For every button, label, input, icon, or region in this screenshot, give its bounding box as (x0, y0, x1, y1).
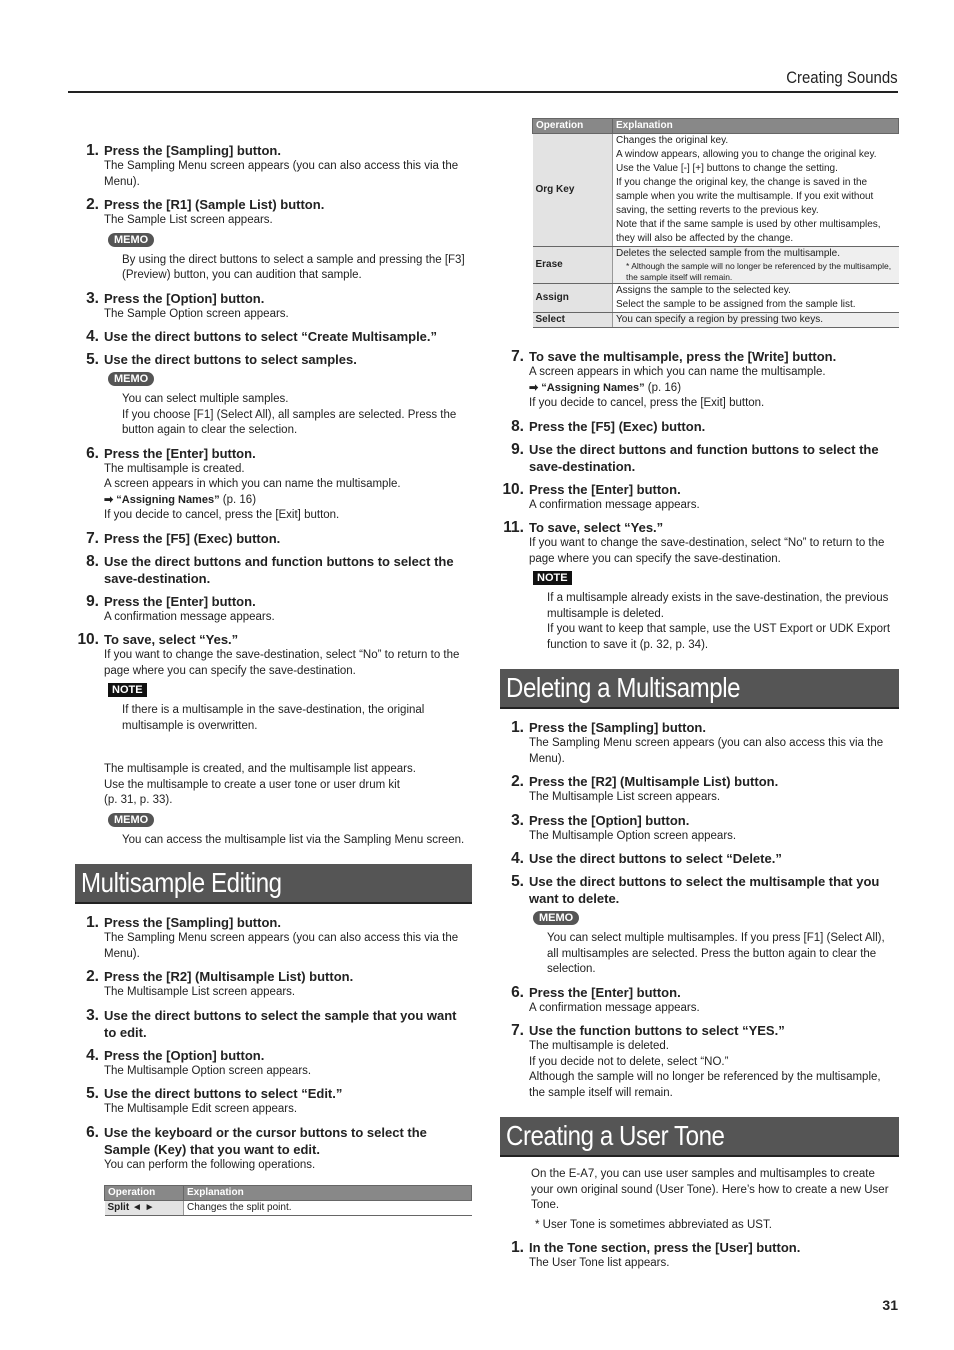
table-cell (613, 134, 899, 247)
table-cell: Erase (533, 247, 613, 284)
step-number: 7. (511, 1022, 524, 1039)
step-desc: If you decide not to delete, select “NO.” (529, 1055, 729, 1068)
table-header: Explanation (184, 1186, 472, 1201)
step-number: 7. (511, 348, 524, 365)
section-heading (500, 1117, 899, 1157)
table-cell (613, 247, 899, 284)
step-number: 9. (86, 592, 99, 610)
step-number: 5. (511, 873, 524, 890)
step-title: Press the [Option] button. (104, 290, 265, 306)
note-line: If a multisample already exists in the save-destination, the previous multisample is deleted. (547, 592, 889, 620)
cell-line: Select the sample to be assigned from the sample list. (616, 299, 856, 310)
table-cell: Split ◄ ► (105, 1201, 184, 1216)
step-number: 10. (77, 631, 99, 648)
right-column (500, 118, 899, 1272)
step-number: 6. (511, 983, 524, 1001)
step-title: Press the [F5] (Exec) button. (104, 530, 281, 546)
table-row (533, 313, 899, 328)
step-desc: The Sampling Menu screen appears (you can also access this via the Menu). (104, 932, 459, 960)
memo-text: You can select multiple multisamples. If you press [F1] (Select All), all multisamples are selected. Press the button again to clear the selection. (547, 932, 885, 975)
step-number: 2. (511, 773, 524, 790)
step-title: Use the direct buttons to select samples. (104, 352, 357, 367)
section-heading (75, 864, 472, 904)
header-title: Creating Sounds (786, 68, 898, 87)
memo-badge: MEMO (108, 233, 154, 247)
reference-link: ➡ “Assigning Names” (104, 493, 220, 506)
cell-line: Note that if the same sample is used by other multisamples, they will also be affected by the change. (616, 219, 881, 244)
step-number: 8. (86, 552, 99, 570)
step-desc: You can perform the following operations. (104, 1158, 316, 1171)
step-desc: The Multisample Option screen appears. (104, 1064, 312, 1077)
step-title: Press the [F5] (Exec) button. (529, 418, 706, 434)
operation-table (104, 1185, 472, 1216)
memo-badge: MEMO (108, 813, 154, 827)
step (500, 850, 899, 867)
step-title: Use the direct buttons to select the sample that you want to edit. (104, 1007, 457, 1040)
step-title: Press the [Option] button. (104, 1047, 265, 1063)
cell-line: Deletes the selected sample from the multisample. (616, 248, 840, 259)
page-number: 31 (882, 1297, 898, 1313)
cell-line: Use the Value [-] [+] buttons to change the setting. (616, 163, 838, 174)
step-desc: A confirmation message appears. (104, 610, 275, 623)
memo-line: You can select multiple samples. (122, 393, 289, 405)
step-title: Use the keyboard or the cursor buttons to select the Sample (Key) that you want to edit. (104, 1124, 427, 1157)
step (500, 812, 899, 845)
page-header (68, 68, 898, 93)
note-text (500, 591, 899, 653)
step (75, 1085, 472, 1118)
step (75, 142, 472, 190)
step-title: To save, select “Yes.” (104, 632, 239, 647)
step-desc: A screen appears in which you can name the multisample. (529, 366, 826, 378)
step (75, 196, 472, 229)
step-desc: If you want to change the save-destination, select “No” to return to the page where you can specify the save-destination. (529, 537, 885, 565)
step-title: Use the direct buttons to select “Create Multisample.” (104, 329, 438, 344)
step (500, 773, 899, 806)
step-desc: The Multisample List screen appears. (529, 791, 721, 803)
paragraph-line: (p. 31, p. 33). (104, 794, 173, 806)
step-number: 1. (511, 719, 524, 736)
cell-subnote: * Although the sample will no longer be referenced by the multisample, the sample itself will remain. (626, 261, 892, 282)
step-title: Use the direct buttons and function buttons to select the save-destination. (104, 553, 454, 586)
memo-badge: MEMO (533, 911, 579, 925)
step-title: Press the [Sampling] button. (529, 720, 706, 735)
table-cell (613, 284, 899, 313)
table-header: Operation (533, 119, 613, 134)
intro-note: * User Tone is sometimes abbreviated as UST. (535, 1218, 772, 1231)
step-desc: The multisample is created. (104, 462, 245, 475)
step-number: 7. (86, 529, 99, 547)
step-desc: The Multisample List screen appears. (104, 986, 296, 998)
step-number: 1. (86, 914, 99, 931)
step-title: Use the function buttons to select “YES.” (529, 1023, 785, 1038)
step-title: Press the [Option] button. (529, 812, 690, 828)
cell-line: If you change the original key, the change is saved in the sample when you write the multisample. If you exit without saving, the setting reverts to the previous key. (616, 177, 874, 216)
step-desc: The Sampling Menu screen appears (you can also access this via the Menu). (104, 160, 459, 188)
step-title: Use the direct buttons to select “Edit.” (104, 1086, 343, 1101)
table-header: Operation (105, 1186, 184, 1201)
table-cell: Changes the split point. (184, 1201, 472, 1216)
step (75, 1124, 472, 1174)
step-title: To save the multisample, press the [Write] button. (529, 349, 837, 364)
closing-paragraph (75, 762, 472, 809)
table-cell: Assign (533, 284, 613, 313)
section-title: Deleting a Multisample (506, 672, 741, 703)
note-badge: NOTE (533, 571, 572, 585)
step-number: 1. (86, 142, 99, 159)
step-title: Press the [Enter] button. (104, 593, 256, 609)
step (500, 348, 899, 412)
cell-line: Assigns the sample to the selected key. (616, 285, 791, 296)
step-desc: If you decide to cancel, press the [Exit] button. (104, 509, 340, 521)
step-desc: The Multisample Edit screen appears. (104, 1103, 298, 1115)
step-title: Press the [Sampling] button. (104, 915, 281, 930)
step (500, 984, 899, 1017)
table-row (533, 284, 899, 313)
split-table-wrapper (75, 1185, 472, 1216)
step-number: 11. (503, 519, 524, 536)
step-desc: A screen appears in which you can name the multisample. (104, 478, 401, 490)
step (75, 290, 472, 323)
step (500, 1022, 899, 1101)
step-desc: The Multisample Option screen appears. (529, 829, 737, 842)
step (75, 593, 472, 626)
step-number: 2. (86, 968, 99, 985)
step (75, 968, 472, 1001)
step (75, 631, 472, 679)
cell-line: Changes the original key. (616, 135, 729, 146)
operation-table (532, 118, 899, 328)
step-desc: A confirmation message appears. (529, 1001, 700, 1014)
table-row (105, 1201, 472, 1216)
section-heading (500, 669, 899, 709)
step (500, 418, 899, 435)
step (500, 481, 899, 514)
step (500, 719, 899, 767)
operation-table-wrapper (500, 118, 899, 328)
memo-text (75, 392, 472, 439)
memo-line: If you choose [F1] (Select All), all samples are selected. Press the button again to clear the selection. (122, 408, 457, 436)
step-desc: The multisample is deleted. (529, 1040, 669, 1052)
reference-page: (p. 16) (647, 381, 682, 394)
paragraph-line: Use the multisample to create a user tone or user drum kit (104, 778, 400, 791)
step (75, 1007, 472, 1041)
step-number: 5. (86, 1085, 99, 1102)
step-title: Press the [Enter] button. (529, 984, 681, 1000)
step-title: Press the [Enter] button. (104, 445, 256, 461)
step-number: 9. (511, 440, 524, 458)
step-desc: The Sampling Menu screen appears (you can also access this via the Menu). (529, 737, 884, 765)
cell-line: A window appears, allowing you to change the original key. (616, 149, 877, 160)
table-cell: Org Key (533, 134, 613, 247)
step-number: 10. (502, 480, 524, 498)
step-desc: If you decide to cancel, press the [Exit] button. (529, 397, 765, 409)
step-number: 6. (86, 1123, 99, 1141)
note-line: If you want to keep that sample, use the UST Export or UDK Export function to save it (p. 32, p. 34). (547, 623, 891, 651)
step-title: Press the [R2] (Multisample List) button. (104, 969, 354, 984)
left-column (75, 136, 472, 1216)
step (500, 441, 899, 475)
note-badge: NOTE (108, 683, 147, 697)
step-number: 3. (86, 1006, 99, 1024)
step-number: 2. (86, 196, 99, 213)
step-title: Use the direct buttons to select “Delete.” (529, 851, 782, 866)
reference-link: ➡ “Assigning Names” (529, 381, 645, 394)
paragraph-line: The multisample is created, and the multisample list appears. (104, 763, 416, 775)
step (500, 873, 899, 907)
step-number: 1. (511, 1239, 524, 1256)
step-desc: The Sample List screen appears. (104, 214, 273, 226)
step-title: In the Tone section, press the [User] button. (529, 1240, 801, 1255)
step (75, 351, 472, 368)
table-row (533, 134, 899, 247)
step-desc: Although the sample will no longer be referenced by the multisample, the sample itself will remain. (529, 1071, 881, 1099)
cross-reference (104, 493, 472, 509)
step-title: To save, select “Yes.” (529, 520, 664, 535)
step (75, 328, 472, 345)
reference-page: (p. 16) (222, 493, 257, 506)
step-title: Use the direct buttons to select the multisample that you want to delete. (529, 874, 880, 906)
step (500, 519, 899, 567)
section-title: Creating a User Tone (506, 1120, 725, 1151)
step-title: Use the direct buttons and function buttons to select the save-destination. (529, 441, 879, 474)
step-desc: If you want to change the save-destination, select “No” to return to the page where you can specify the save-destination. (104, 649, 460, 677)
step-title: Press the [R2] (Multisample List) button. (529, 774, 779, 789)
step-title: Press the [Sampling] button. (104, 143, 281, 158)
step (75, 553, 472, 587)
table-header: Explanation (613, 119, 899, 134)
intro-paragraph: On the E-A7, you can use user samples and multisamples to create your own original sound (User Tone). Here’s how to create a new User Tone. (531, 1168, 889, 1211)
step (75, 1047, 472, 1080)
step-number: 3. (86, 289, 99, 307)
step-number: 4. (511, 850, 524, 867)
step-number: 3. (511, 811, 524, 829)
step-number: 5. (86, 351, 99, 368)
step-number: 6. (86, 444, 99, 462)
memo-text: By using the direct buttons to select a sample and pressing the [F3] (Preview) button, you can audition that sample. (122, 253, 465, 281)
table-cell: Select (533, 313, 613, 328)
note-text: If there is a multisample in the save-destination, the original multisample is overwritten. (122, 704, 425, 732)
step (75, 914, 472, 962)
memo-text: You can access the multisample list via the Sampling Menu screen. (122, 833, 465, 846)
step (75, 445, 472, 524)
cross-reference (529, 381, 899, 397)
step (500, 1239, 899, 1272)
step-number: 4. (86, 328, 99, 345)
memo-badge: MEMO (108, 372, 154, 386)
step (75, 530, 472, 547)
step-desc: A confirmation message appears. (529, 498, 700, 511)
step-desc: The User Tone list appears. (529, 1257, 670, 1269)
step-title: Press the [Enter] button. (529, 481, 681, 497)
table-cell: You can specify a region by pressing two keys. (613, 313, 899, 328)
table-row (533, 247, 899, 284)
step-number: 8. (511, 417, 524, 435)
step-number: 4. (86, 1046, 99, 1064)
step-title: Press the [R1] (Sample List) button. (104, 197, 325, 212)
section-title: Multisample Editing (81, 867, 282, 898)
step-desc: The Sample Option screen appears. (104, 307, 289, 320)
